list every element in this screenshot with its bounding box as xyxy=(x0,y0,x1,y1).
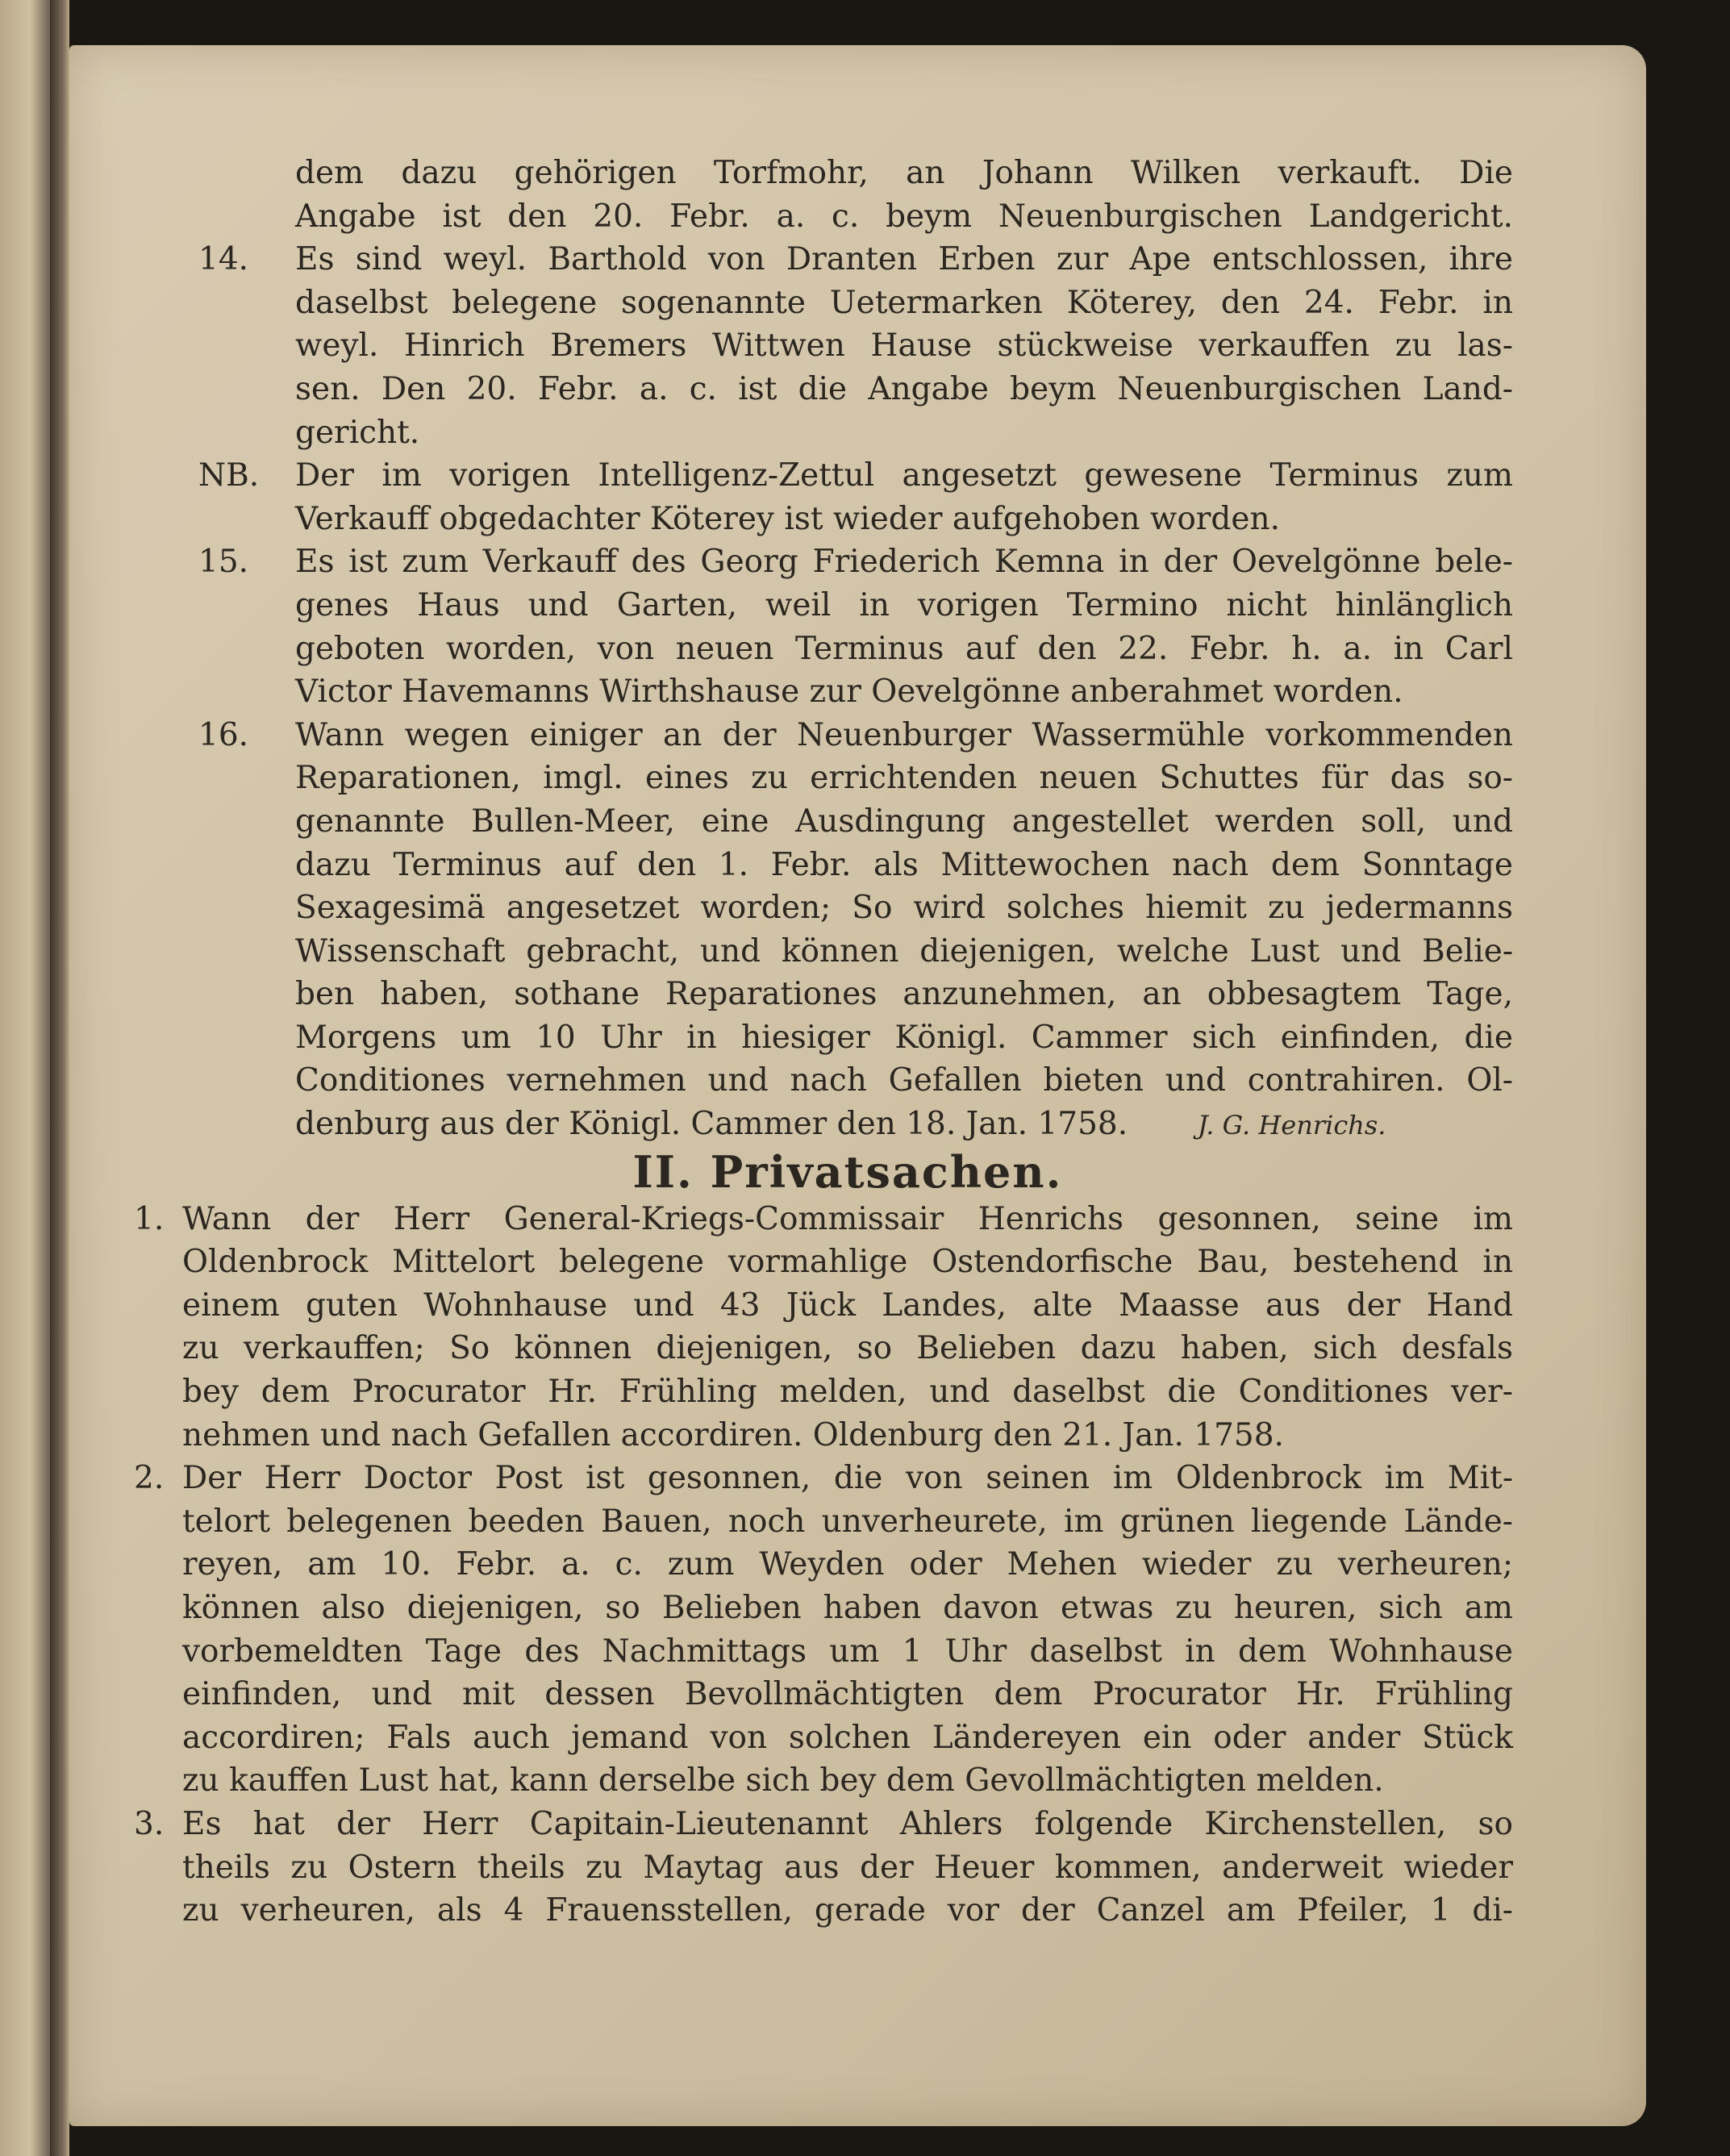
text-line xyxy=(182,628,1513,671)
document-page xyxy=(69,45,1646,2126)
text-line xyxy=(182,930,1513,974)
text-line: 14. Es sind weyl. Barthold von Dranten Erben zur Ape entschlossen, ihre xyxy=(198,241,1513,278)
signature-line-text: denburg aus der Königl. Cammer den 18. Jan. 1758. xyxy=(295,1106,1128,1143)
line-text: geboten worden, von neuen Terminus auf den 22. Febr. h. a. in Carl xyxy=(295,630,1513,667)
line-text: accordiren; Fals auch jemand von solchen Ländereyen ein oder ander Stück xyxy=(182,1719,1513,1756)
text-line xyxy=(182,195,1513,239)
line-text: zu verheuren, als 4 Frauensstellen, gerade vor der Canzel am Pfeiler, 1 di- xyxy=(182,1892,1513,1929)
text-line: 3. Es hat der Herr Capitain-Lieutenannt Ahlers folgende Kirchenstellen, so xyxy=(134,1805,1513,1842)
text-line xyxy=(182,1500,1513,1544)
line-text: einem guten Wohnhause und 43 Jück Landes, alte Maasse aus der Hand xyxy=(182,1287,1513,1324)
text-line xyxy=(182,1889,1513,1933)
line-text: genannte Bullen-Meer, eine Ausdingung angestellet werden soll, und xyxy=(295,803,1513,840)
line-text: Victor Havemanns Wirthshause zur Oevelgönne anberahmet worden. xyxy=(295,673,1403,711)
text-line xyxy=(182,584,1513,628)
line-text: Angabe ist den 20. Febr. a. c. beym Neuenburgischen Landgericht. xyxy=(295,198,1513,235)
text-line: 15. Es ist zum Verkauff des Georg Friederich Kemna in der Oevelgönne bele- xyxy=(198,544,1513,581)
text-line xyxy=(182,670,1513,714)
line-text: sen. Den 20. Febr. a. c. ist die Angabe beym Neuenburgischen Land- xyxy=(295,370,1513,407)
text-line: 16. Wann wegen einiger an der Neuenburger Wassermühle vorkommenden xyxy=(198,716,1513,753)
line-text: reyen, am 10. Febr. a. c. zum Weyden oder Mehen wieder zu verheuren; xyxy=(182,1546,1513,1583)
line-text: daselbst belegene sogenannte Uetermarken Köterey, den 24. Febr. in xyxy=(295,284,1513,321)
line-text: zu verkauffen; So können diejenigen, so Belieben dazu haben, sich desfals xyxy=(182,1330,1513,1367)
text-line xyxy=(182,1370,1513,1414)
book-gutter xyxy=(50,0,69,2156)
line-text: können also diejenigen, so Belieben haben davon etwas zu heuren, sich am xyxy=(182,1590,1513,1626)
text-line xyxy=(182,1630,1513,1674)
line-text: Sexagesimä angesetzet worden; So wird solches hiemit zu jedermanns xyxy=(295,890,1513,927)
line-text: bey dem Procurator Hr. Frühling melden, und daselbst die Conditiones ver- xyxy=(182,1374,1513,1411)
text-line xyxy=(182,1716,1513,1760)
text-line xyxy=(182,800,1513,844)
line-text: Wann der Herr General-Kriegs-Commissair Henrichs gesonnen, seine im xyxy=(182,1200,1513,1237)
text-line: 2. Der Herr Doctor Post ist gesonnen, die von seinen im Oldenbrock im Mit- xyxy=(134,1460,1513,1497)
line-text: weyl. Hinrich Bremers Wittwen Hause stückweise verkauffen zu las- xyxy=(295,327,1513,365)
text-line xyxy=(182,844,1513,887)
line-text: Verkauff obgedachter Köterey ist wieder aufgehoben worden. xyxy=(295,500,1280,537)
line-text: Es ist zum Verkauff des Georg Friederich Kemna in der Oevelgönne bele- xyxy=(295,544,1513,581)
line-text: vorbemeldten Tage des Nachmittags um 1 Uhr daselbst in dem Wohnhause xyxy=(182,1633,1513,1670)
signature-line xyxy=(182,1103,1513,1146)
text-line xyxy=(182,1284,1513,1328)
line-text: nehmen und nach Gefallen accordiren. Oldenburg den 21. Jan. 1758. xyxy=(182,1416,1284,1453)
text-line xyxy=(182,973,1513,1016)
line-text: Es sind weyl. Barthold von Dranten Erben zur Ape entschlossen, ihre xyxy=(295,241,1513,278)
line-text: theils zu Ostern theils zu Maytag aus der Heuer kommen, anderweit wieder xyxy=(182,1849,1513,1886)
line-text: Es hat der Herr Capitain-Lieutenannt Ahlers folgende Kirchenstellen, so xyxy=(182,1805,1513,1842)
text-line: 1. Wann der Herr General-Kriegs-Commissair Henrichs gesonnen, seine im xyxy=(134,1200,1513,1237)
page-text xyxy=(134,152,1513,1933)
line-text: Der Herr Doctor Post ist gesonnen, die von seinen im Oldenbrock im Mit- xyxy=(182,1460,1513,1497)
text-line xyxy=(182,757,1513,800)
line-text: einfinden, und mit dessen Bevollmächtigten dem Procurator Hr. Frühling xyxy=(182,1676,1513,1713)
facing-page-edge xyxy=(0,0,50,2156)
signature: J. G. Henrichs. xyxy=(1197,1110,1386,1141)
line-text: Wissenschaft gebracht, und können diejenigen, welche Lust und Belie- xyxy=(295,932,1513,970)
text-line xyxy=(182,1673,1513,1716)
text-line xyxy=(182,1846,1513,1890)
text-line xyxy=(182,1241,1513,1284)
line-text: ben haben, sothane Reparationes anzunehmen, an obbesagtem Tage, xyxy=(295,976,1513,1013)
text-line xyxy=(182,1327,1513,1370)
text-line xyxy=(182,281,1513,325)
text-line xyxy=(182,1059,1513,1103)
text-line xyxy=(182,1587,1513,1630)
line-text: zu kauffen Lust hat, kann derselbe sich bey dem Gevollmächtigten melden. xyxy=(182,1762,1384,1799)
text-line xyxy=(182,886,1513,930)
public-notices-block xyxy=(182,152,1513,1103)
text-line xyxy=(182,324,1513,368)
line-text: telort belegenen beeden Bauen, noch unverheurete, im grünen liegende Lände- xyxy=(182,1503,1513,1540)
line-text: dazu Terminus auf den 1. Febr. als Mittewochen nach dem Sonntage xyxy=(295,846,1513,883)
line-text: gericht. xyxy=(295,414,420,451)
section-heading: II. Privatsachen. xyxy=(632,1145,1063,1198)
line-text: Conditiones vernehmen und nach Gefallen bieten und contrahiren. Ol- xyxy=(295,1062,1513,1099)
text-line xyxy=(182,152,1513,195)
text-line xyxy=(182,498,1513,541)
line-text: Der im vorigen Intelligenz-Zettul angesetzt gewesene Terminus zum xyxy=(295,457,1513,494)
private-notices-block xyxy=(134,1198,1513,1933)
text-line xyxy=(182,368,1513,411)
line-text: dem dazu gehörigen Torfmohr, an Johann Wilken verkauft. Die xyxy=(295,155,1513,191)
line-text: genes Haus und Garten, weil in vorigen Termino nicht hinlänglich xyxy=(295,586,1513,623)
text-line xyxy=(182,1759,1513,1803)
line-text: Morgens um 10 Uhr in hiesiger Königl. Cammer sich einfinden, die xyxy=(295,1019,1513,1056)
text-line xyxy=(182,1543,1513,1587)
line-text: Wann wegen einiger an der Neuenburger Wassermühle vorkommenden xyxy=(295,716,1513,753)
line-text: Oldenbrock Mittelort belegene vormahlige Ostendorfische Bau, bestehend in xyxy=(182,1244,1513,1281)
text-line xyxy=(182,1016,1513,1060)
text-line xyxy=(182,1414,1513,1457)
text-line: NB. Der im vorigen Intelligenz-Zettul angesetzt gewesene Terminus zum xyxy=(198,457,1513,494)
text-line xyxy=(182,411,1513,455)
line-text: Reparationen, imgl. eines zu errichtenden neuen Schuttes für das so- xyxy=(295,760,1513,797)
